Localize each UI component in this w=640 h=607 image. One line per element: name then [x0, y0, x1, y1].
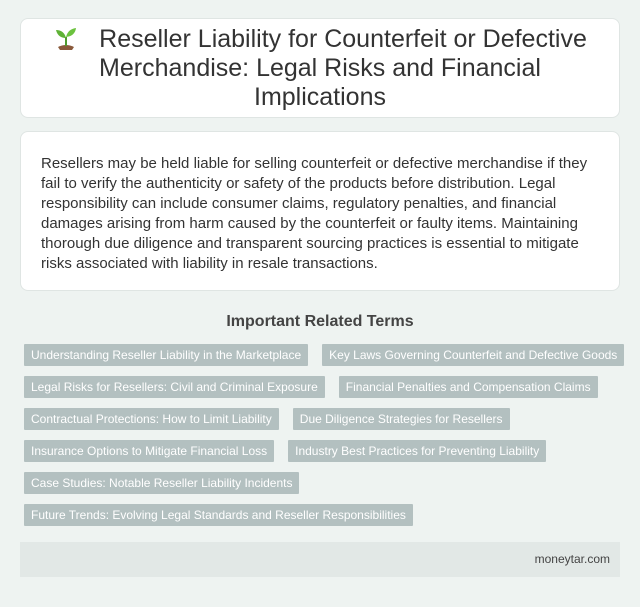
sprout-icon — [53, 26, 79, 50]
related-term-tag[interactable]: Case Studies: Notable Reseller Liability Incidents — [24, 472, 299, 494]
related-term-tag[interactable]: Legal Risks for Resellers: Civil and Criminal Exposure — [24, 376, 325, 398]
related-term-tag[interactable]: Industry Best Practices for Preventing Liability — [288, 440, 546, 462]
footer-site-link[interactable]: moneytar.com — [534, 552, 610, 566]
title-card — [20, 18, 620, 118]
tag-row — [24, 504, 624, 526]
tag-row — [24, 408, 624, 430]
page-title — [35, 25, 605, 112]
related-term-tag[interactable]: Insurance Options to Mitigate Financial Loss — [24, 440, 274, 462]
footer — [20, 542, 620, 577]
page-title-text: Reseller Liability for Counterfeit or Defective Merchandise: Legal Risks and Financial Implications — [99, 24, 587, 111]
tag-row — [24, 472, 624, 494]
summary-card — [20, 131, 620, 291]
related-term-tag[interactable]: Understanding Reseller Liability in the Marketplace — [24, 344, 308, 366]
related-term-tag[interactable]: Financial Penalties and Compensation Claims — [339, 376, 598, 398]
related-term-tag[interactable]: Future Trends: Evolving Legal Standards and Reseller Responsibilities — [24, 504, 413, 526]
related-terms-heading: Important Related Terms — [226, 313, 414, 330]
tag-row — [24, 376, 624, 398]
related-term-tag[interactable]: Key Laws Governing Counterfeit and Defective Goods — [322, 344, 624, 366]
tag-row — [24, 440, 624, 462]
related-term-tag[interactable]: Due Diligence Strategies for Resellers — [293, 408, 510, 430]
tag-row — [24, 344, 624, 366]
related-term-tag[interactable]: Contractual Protections: How to Limit Liability — [24, 408, 279, 430]
related-terms-list — [24, 344, 624, 536]
summary-text: Resellers may be held liable for selling counterfeit or defective merchandise if they fail to verify the authenticity or safety of the products before distribution. Legal responsibility can include consumer claims, regulatory penalties, and financial damages arising from harm caused by the counterfeit or faulty items. Maintaining thorough due diligence and transparent sourcing practices is essential to mitigate risks associated with liability in resale transactions. — [41, 155, 588, 272]
